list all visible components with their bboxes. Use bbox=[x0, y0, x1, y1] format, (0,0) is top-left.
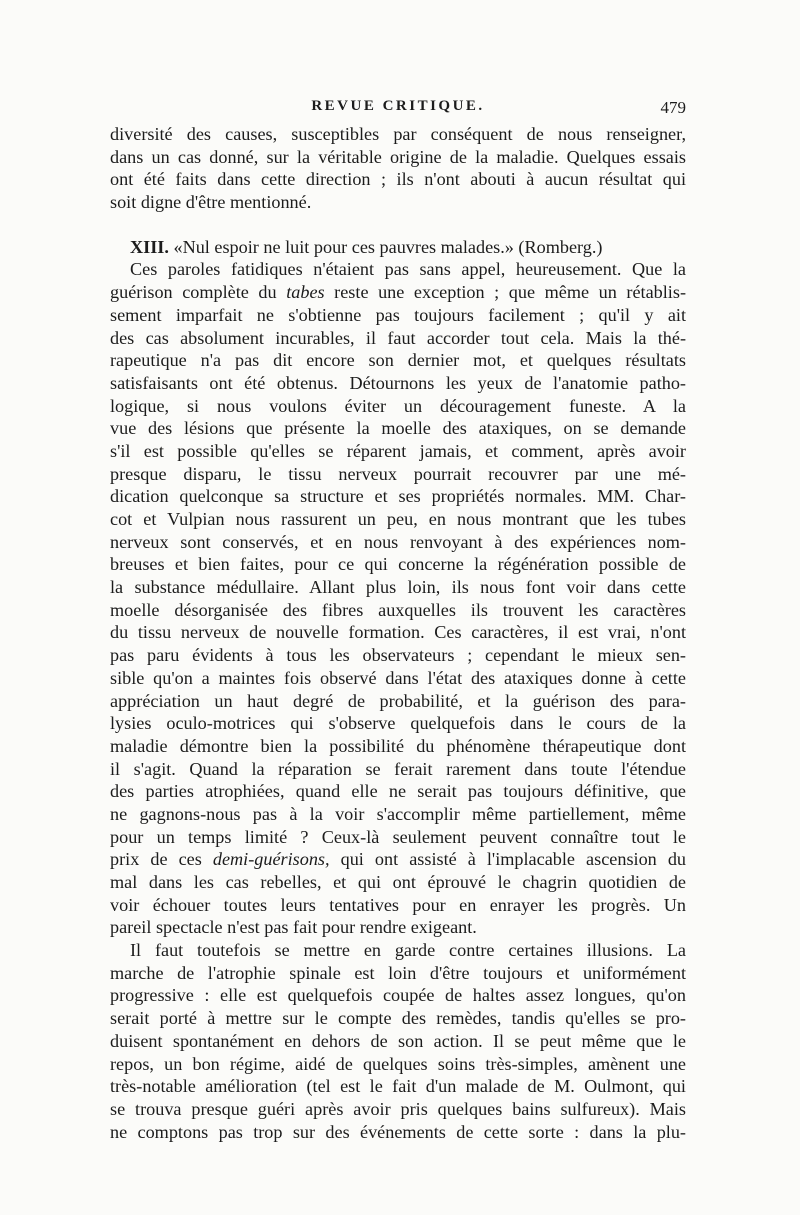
text-line: très-notable amélioration (tel est le fait d'un malade de M. Oulmont, qui bbox=[110, 1076, 686, 1097]
text-line: maladie démontre bien la possibilité du phénomène thérapeutique dont bbox=[110, 735, 686, 756]
text-line: presque disparu, le tissu nerveux pourrait recouvrer par une mé- bbox=[110, 463, 686, 484]
text-line: serait porté à mettre sur le compte des remèdes, tandis qu'elles se pro- bbox=[110, 1008, 686, 1029]
text-line: cot et Vulpian nous rassurent un peu, en nous montrant que les tubes bbox=[110, 509, 686, 529]
text-line bbox=[110, 281, 686, 304]
text-line: voir échouer toutes leurs tentatives pour en enrayer les progrès. Un bbox=[110, 894, 686, 915]
text-line: s'il est possible qu'elles se réparent jamais, et comment, après avoir bbox=[110, 440, 686, 461]
text-line bbox=[110, 848, 686, 871]
text-line: ne gagnons-nous pas à la voir s'accomplir même partiellement, même bbox=[110, 803, 686, 824]
text-line: diversité des causes, susceptibles par conséquent de nous renseigner, bbox=[110, 124, 686, 144]
text-line: dication quelconque sa structure et ses propriétés normales. MM. Char- bbox=[110, 486, 686, 507]
text-line: se trouva presque guéri après avoir pris quelques bains sulfureux). Mais bbox=[110, 1098, 686, 1119]
text-line: marche de l'atrophie spinale est loin d'être toujours et uniformément bbox=[110, 962, 686, 983]
text-line: progressive : elle est quelquefois coupée de haltes assez longues, qu'on bbox=[110, 985, 686, 1006]
text-line: moelle désorganisée des fibres auxquelles ils trouvent les caractères bbox=[110, 599, 686, 620]
section-number: XIII. bbox=[130, 236, 169, 257]
text-line: lysies oculo-motrices qui s'observe quelquefois dans le cours de la bbox=[110, 713, 686, 734]
text-line: pas paru évidents à tous les observateurs ; cependant le mieux sen- bbox=[110, 645, 686, 666]
text-fragment: qui ont assisté à l'implacable ascension du bbox=[329, 849, 686, 870]
page-number: 479 bbox=[660, 98, 686, 117]
text-line: pareil spectacle n'est pas fait pour rendre exigeant. bbox=[110, 917, 477, 938]
text-line: sement imparfait ne s'obtienne pas toujours facilement ; qu'il y ait bbox=[110, 304, 686, 325]
running-title: REVUE CRITIQUE. bbox=[311, 98, 485, 114]
italic-term: demi-guérisons, bbox=[212, 849, 330, 870]
text-line: vue des lésions que présente la moelle des ataxiques, on se demande bbox=[110, 418, 686, 439]
text-line: soit digne d'être mentionné. bbox=[110, 192, 312, 213]
text-fragment: reste une exception ; que même un rétablis- bbox=[324, 282, 686, 303]
text-fragment: prix de ces bbox=[110, 849, 213, 870]
paragraph-continuation bbox=[110, 123, 686, 214]
text-line: ont été faits dans cette direction ; ils n'ont abouti à aucun résultat qui bbox=[110, 169, 686, 190]
text-line: satisfaisants ont été obtenus. Détournons les yeux de l'anatomie patho- bbox=[110, 372, 686, 393]
text-line: sible qu'on a maintes fois observé dans l'état des ataxiques donne à cette bbox=[110, 667, 686, 688]
section-gap bbox=[110, 214, 686, 236]
text-line: nerveux sont conservés, et en nous renvoyant à des expériences nom- bbox=[110, 531, 686, 552]
text-line: mal dans les cas rebelles, et qui ont éprouvé le chagrin quotidien de bbox=[110, 872, 686, 892]
paragraph bbox=[110, 939, 686, 1143]
text-line: rapeutique n'a pas dit encore son dernier mot, et quelques résultats bbox=[110, 350, 686, 371]
text-fragment: guérison complète du bbox=[110, 282, 287, 303]
text-line: il s'agit. Quand la réparation se ferait rarement dans toute l'étendue bbox=[110, 758, 686, 779]
italic-term: tabes bbox=[286, 282, 325, 303]
text-line: Il faut toutefois se mettre en garde contre certaines illusions. La bbox=[130, 940, 686, 961]
text-line: du tissu nerveux de nouvelle formation. Ces caractères, il est vrai, n'ont bbox=[110, 622, 686, 643]
text-line: des parties atrophiées, quand elle ne serait pas toujours définitive, que bbox=[110, 781, 686, 802]
section-heading bbox=[110, 236, 686, 259]
text-line: Ces paroles fatidiques n'étaient pas sans appel, heureusement. Que la bbox=[130, 259, 686, 280]
text-line: ne comptons pas trop sur des événements de cette sorte : dans la plu- bbox=[110, 1121, 686, 1142]
section-epigraph: «Nul espoir ne luit pour ces pauvres malades.» (Romberg.) bbox=[168, 236, 603, 257]
paragraph bbox=[110, 258, 686, 939]
running-head bbox=[110, 98, 686, 122]
text-line: repos, un bon régime, aidé de quelques soins très-simples, amènent une bbox=[110, 1053, 686, 1074]
text-line: logique, si nous voulons éviter un découragement funeste. A la bbox=[110, 395, 686, 416]
text-line: appréciation un haut degré de probabilité, et la guérison des para- bbox=[110, 690, 686, 711]
text-line: la substance médullaire. Allant plus loin, ils nous font voir dans cette bbox=[110, 577, 686, 598]
text-line: des cas absolument incurables, il faut accorder tout cela. Mais la thé- bbox=[110, 327, 686, 348]
text-line: breuses et bien faites, pour ce qui concerne la régénération possible de bbox=[110, 554, 686, 575]
text-line: dans un cas donné, sur la véritable origine de la maladie. Quelques essais bbox=[110, 146, 686, 167]
text-line: pour un temps limité ? Ceux-là seulement peuvent connaître tout le bbox=[110, 826, 686, 847]
body-text bbox=[110, 123, 686, 1143]
text-line: duisent spontanément en dehors de son action. Il se peut même que le bbox=[110, 1030, 686, 1051]
